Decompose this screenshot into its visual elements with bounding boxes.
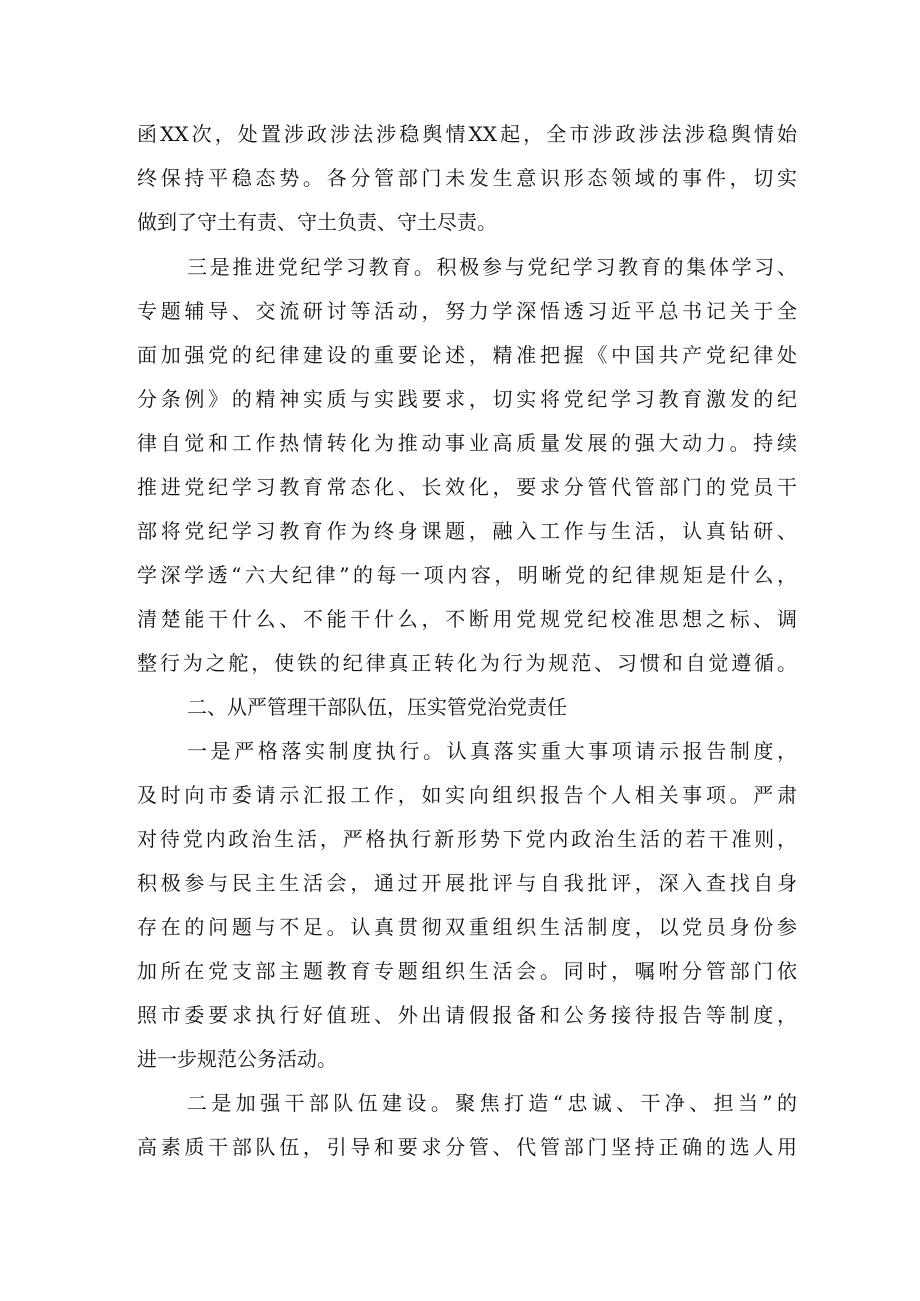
text-line: 函XX次，处置涉政涉法涉稳舆情XX起，全市涉政涉法涉稳舆情始 [137,122,797,146]
text-line: 积极参与民主生活会，通过开展批评与自我批评，深入查找自身 [137,871,797,895]
text-line: 及时向市委请示汇报工作，如实向组织报告个人相关事项。严肃 [137,783,797,807]
text-line: 照市委要求执行好值班、外出请假报备和公务接待报告等制度， [137,1003,797,1027]
text-line: 推进党纪学习教育常态化、长效化，要求分管代管部门的党员干 [137,475,797,499]
text-line: 律自觉和工作热情转化为推动事业高质量发展的强大动力。持续 [137,431,797,455]
text-line: 存在的问题与不足。认真贯彻双重组织生活制度，以党员身份参 [137,915,797,939]
text-line: 清楚能干什么、不能干什么，不断用党规党纪校准思想之标、调 [137,607,797,631]
text-line: 学深学透“六大纪律”的每一项内容，明晰党的纪律规矩是什么， [137,563,797,587]
text-line: 做到了守土有责、守土负责、守土尽责。 [137,210,497,234]
text-line: 专题辅导、交流研讨等活动，努力学深悟透习近平总书记关于全 [137,299,797,323]
text-line: 整行为之舵，使铁的纪律真正转化为行为规范、习惯和自觉遵循。 [137,651,797,675]
text-line: 面加强党的纪律建设的重要论述，精准把握《中国共产党纪律处 [137,343,797,367]
text-line: 终保持平稳态势。各分管部门未发生意识形态领域的事件，切实 [137,166,797,190]
text-line: 进一步规范公务活动。 [137,1047,337,1071]
text-line: 分条例》的精神实质与实践要求，切实将党纪学习教育激发的纪 [137,387,797,411]
text-line: 部将党纪学习教育作为终身课题，融入工作与生活，认真钻研、 [137,519,797,543]
text-line: 加所在党支部主题教育专题组织生活会。同时，嘱咐分管部门依 [137,959,797,983]
section-heading: 二、从严管理干部队伍，压实管党治党责任 [187,695,567,719]
text-line: 高素质干部队伍，引导和要求分管、代管部门坚持正确的选人用 [137,1135,797,1159]
paragraph-start-line: 一是严格落实制度执行。认真落实重大事项请示报告制度， [187,739,797,763]
paragraph-start-line: 三是推进党纪学习教育。积极参与党纪学习教育的集体学习、 [187,255,797,279]
paragraph-start-line: 二是加强干部队伍建设。聚焦打造“忠诚、干净、担当”的 [187,1091,797,1115]
text-line: 对待党内政治生活，严格执行新形势下党内政治生活的若干准则， [137,827,797,851]
